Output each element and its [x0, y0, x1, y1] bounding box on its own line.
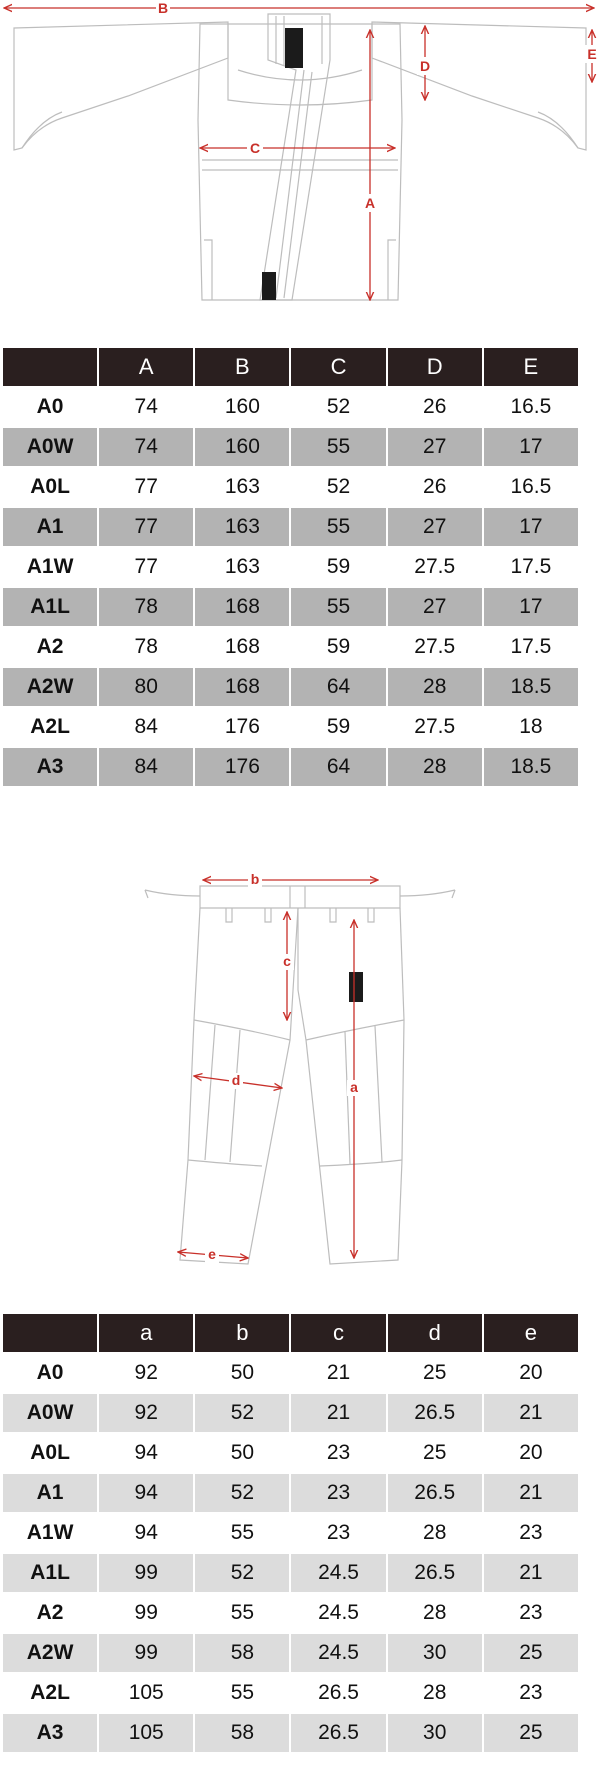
table-cell: 80 — [99, 668, 193, 706]
header-cell: B — [195, 348, 289, 386]
table-cell: 52 — [195, 1394, 289, 1432]
table-cell: 27.5 — [414, 715, 456, 738]
jacket-collar-tag — [285, 28, 303, 68]
table-cell: 94 — [134, 1521, 158, 1544]
table-cell: 18 — [519, 715, 543, 738]
size-label: A1L — [3, 588, 97, 626]
table-cell: 58 — [195, 1714, 289, 1752]
table-cell: 17 — [484, 428, 578, 466]
table-cell: 23 — [519, 1681, 543, 1704]
table-cell: 52 — [195, 1474, 289, 1512]
table-cell: 23 — [519, 1521, 543, 1544]
table-cell: 25 — [423, 1441, 447, 1464]
header-cell: d — [388, 1314, 482, 1352]
table-cell: 105 — [99, 1714, 193, 1752]
table-cell: 176 — [195, 748, 289, 786]
table-cell: 59 — [326, 555, 351, 578]
size-label: A3 — [3, 748, 97, 786]
size-label: A2L — [30, 715, 70, 738]
table-cell: 55 — [291, 588, 385, 626]
table-cell: 94 — [134, 1441, 158, 1464]
table-row — [3, 1674, 578, 1712]
header-cell: e — [484, 1314, 578, 1352]
table-cell: 24.5 — [291, 1634, 385, 1672]
pants-label-e: e — [208, 1246, 216, 1262]
pants-outline — [145, 886, 455, 1264]
table-cell: 84 — [134, 715, 158, 738]
table-cell: 28 — [423, 1521, 447, 1544]
table-cell: 16.5 — [510, 395, 552, 418]
table-cell: 78 — [99, 588, 193, 626]
size-label: A0W — [3, 428, 97, 466]
table-cell: 105 — [128, 1681, 164, 1704]
size-label: A2 — [36, 635, 64, 658]
table-cell: 26.5 — [388, 1474, 482, 1512]
table-cell: 55 — [291, 508, 385, 546]
size-label: A1 — [3, 508, 97, 546]
table-cell: 21 — [326, 1361, 351, 1384]
table-cell: 24.5 — [318, 1601, 359, 1624]
table-cell: 27 — [388, 508, 482, 546]
size-label: A0L — [30, 1441, 70, 1464]
table-cell: 99 — [134, 1601, 158, 1624]
header-cell: a — [99, 1314, 193, 1352]
pants-label-c: c — [283, 953, 291, 969]
table-cell: 26 — [423, 395, 447, 418]
size-label: A2W — [3, 668, 97, 706]
table-cell: 21 — [484, 1474, 578, 1512]
table-cell: 55 — [230, 1681, 255, 1704]
header-cell — [3, 348, 97, 386]
table-cell: 25 — [484, 1634, 578, 1672]
table-cell: 28 — [388, 668, 482, 706]
table-cell: 24.5 — [291, 1554, 385, 1592]
table-cell: 176 — [224, 715, 260, 738]
jacket-size-table — [1, 346, 580, 788]
header-cell: A — [99, 348, 193, 386]
table-cell: 28 — [423, 1601, 447, 1624]
table-cell: 26.5 — [318, 1681, 359, 1704]
table-row — [3, 1394, 578, 1432]
header-cell — [3, 1314, 97, 1352]
table-cell: 21 — [484, 1394, 578, 1432]
table-cell: 20 — [519, 1441, 543, 1464]
pants-label-b: b — [250, 871, 260, 887]
size-label: A1W — [26, 1521, 74, 1544]
pants-size-table — [1, 1312, 580, 1754]
table-row — [3, 748, 578, 786]
table-row — [3, 1634, 578, 1672]
table-row — [3, 1714, 578, 1752]
pants-diagram — [0, 860, 600, 1280]
header-cell: C — [291, 348, 385, 386]
pants-dimension-lines — [178, 880, 378, 1258]
jacket-label-c: C — [249, 140, 261, 156]
size-label: A0 — [36, 395, 64, 418]
table-cell: 26.5 — [388, 1554, 482, 1592]
table-cell: 27.5 — [414, 555, 456, 578]
table-cell: 17.5 — [510, 555, 552, 578]
header-cell: E — [484, 348, 578, 386]
table-cell: 55 — [291, 428, 385, 466]
size-label: A0 — [36, 1361, 64, 1384]
table-cell: 17 — [484, 588, 578, 626]
table-row — [3, 628, 578, 666]
table-cell: 28 — [423, 1681, 447, 1704]
table-cell: 23 — [519, 1601, 543, 1624]
header-cell: c — [291, 1314, 385, 1352]
table-row — [3, 1354, 578, 1392]
size-label: A0L — [30, 475, 70, 498]
table-cell: 77 — [99, 508, 193, 546]
header-cell: D — [388, 348, 482, 386]
table-cell: 58 — [195, 1634, 289, 1672]
size-label: A0W — [3, 1394, 97, 1432]
table-cell: 52 — [326, 395, 351, 418]
jacket-hem-tag — [262, 272, 276, 300]
table-row — [3, 1434, 578, 1472]
table-cell: 74 — [99, 428, 193, 466]
table-cell: 84 — [99, 748, 193, 786]
jacket-diagram — [0, 0, 600, 310]
table-cell: 74 — [134, 395, 158, 418]
table-cell: 64 — [291, 668, 385, 706]
table-cell: 21 — [484, 1554, 578, 1592]
table-cell: 160 — [195, 428, 289, 466]
size-label: A1L — [3, 1554, 97, 1592]
table-row — [3, 1594, 578, 1632]
table-row — [3, 468, 578, 506]
pants-label-d: d — [231, 1072, 241, 1088]
table-row — [3, 428, 578, 466]
table-cell: 25 — [484, 1714, 578, 1752]
table-cell: 27 — [388, 428, 482, 466]
table-cell: 27 — [388, 588, 482, 626]
table-row — [3, 508, 578, 546]
table-cell: 16.5 — [510, 475, 552, 498]
table-cell: 27.5 — [414, 635, 456, 658]
size-label: A2 — [36, 1601, 64, 1624]
table-cell: 168 — [195, 588, 289, 626]
size-label: A2W — [3, 1634, 97, 1672]
table-row — [3, 708, 578, 746]
size-label: A2L — [30, 1681, 70, 1704]
table-cell: 55 — [230, 1521, 255, 1544]
table-cell: 168 — [195, 668, 289, 706]
table-cell: 160 — [224, 395, 260, 418]
table-cell: 50 — [230, 1441, 255, 1464]
table-row — [3, 548, 578, 586]
table-cell: 52 — [326, 475, 351, 498]
table-cell: 30 — [388, 1634, 482, 1672]
table-cell: 52 — [195, 1554, 289, 1592]
pants-tag — [349, 972, 363, 1002]
pants-label-a: a — [350, 1079, 358, 1095]
table-row — [3, 388, 578, 426]
table-cell: 18.5 — [484, 748, 578, 786]
size-label: A3 — [3, 1714, 97, 1752]
table-cell: 23 — [326, 1521, 351, 1544]
table-header-row — [3, 348, 578, 386]
table-row — [3, 1474, 578, 1512]
table-cell: 17 — [484, 508, 578, 546]
table-cell: 28 — [388, 748, 482, 786]
table-cell: 59 — [326, 635, 351, 658]
table-cell: 59 — [326, 715, 351, 738]
jacket-label-e: E — [587, 46, 597, 62]
table-cell: 77 — [134, 555, 158, 578]
table-cell: 20 — [519, 1361, 543, 1384]
table-cell: 99 — [99, 1554, 193, 1592]
table-cell: 18.5 — [484, 668, 578, 706]
table-cell: 168 — [224, 635, 260, 658]
size-label: A1 — [3, 1474, 97, 1512]
size-label: A1W — [26, 555, 74, 578]
jacket-label-a: A — [364, 195, 376, 211]
table-row — [3, 1514, 578, 1552]
table-cell: 21 — [291, 1394, 385, 1432]
jacket-label-d: D — [419, 58, 431, 74]
table-cell: 94 — [99, 1474, 193, 1512]
table-cell: 77 — [134, 475, 158, 498]
table-cell: 92 — [134, 1361, 158, 1384]
table-cell: 23 — [291, 1474, 385, 1512]
table-row — [3, 668, 578, 706]
table-cell: 23 — [326, 1441, 351, 1464]
table-cell: 50 — [230, 1361, 255, 1384]
table-row — [3, 588, 578, 626]
table-cell: 26.5 — [388, 1394, 482, 1432]
table-cell: 26.5 — [291, 1714, 385, 1752]
table-cell: 99 — [99, 1634, 193, 1672]
table-cell: 55 — [230, 1601, 255, 1624]
table-cell: 163 — [224, 475, 260, 498]
table-cell: 92 — [99, 1394, 193, 1432]
table-row — [3, 1554, 578, 1592]
table-cell: 30 — [388, 1714, 482, 1752]
table-cell: 163 — [224, 555, 260, 578]
table-cell: 25 — [423, 1361, 447, 1384]
table-cell: 17.5 — [510, 635, 552, 658]
table-cell: 78 — [134, 635, 158, 658]
table-cell: 26 — [423, 475, 447, 498]
jacket-label-b: B — [157, 0, 169, 16]
header-cell: b — [195, 1314, 289, 1352]
table-header-row — [3, 1314, 578, 1352]
table-cell: 163 — [195, 508, 289, 546]
table-cell: 64 — [291, 748, 385, 786]
